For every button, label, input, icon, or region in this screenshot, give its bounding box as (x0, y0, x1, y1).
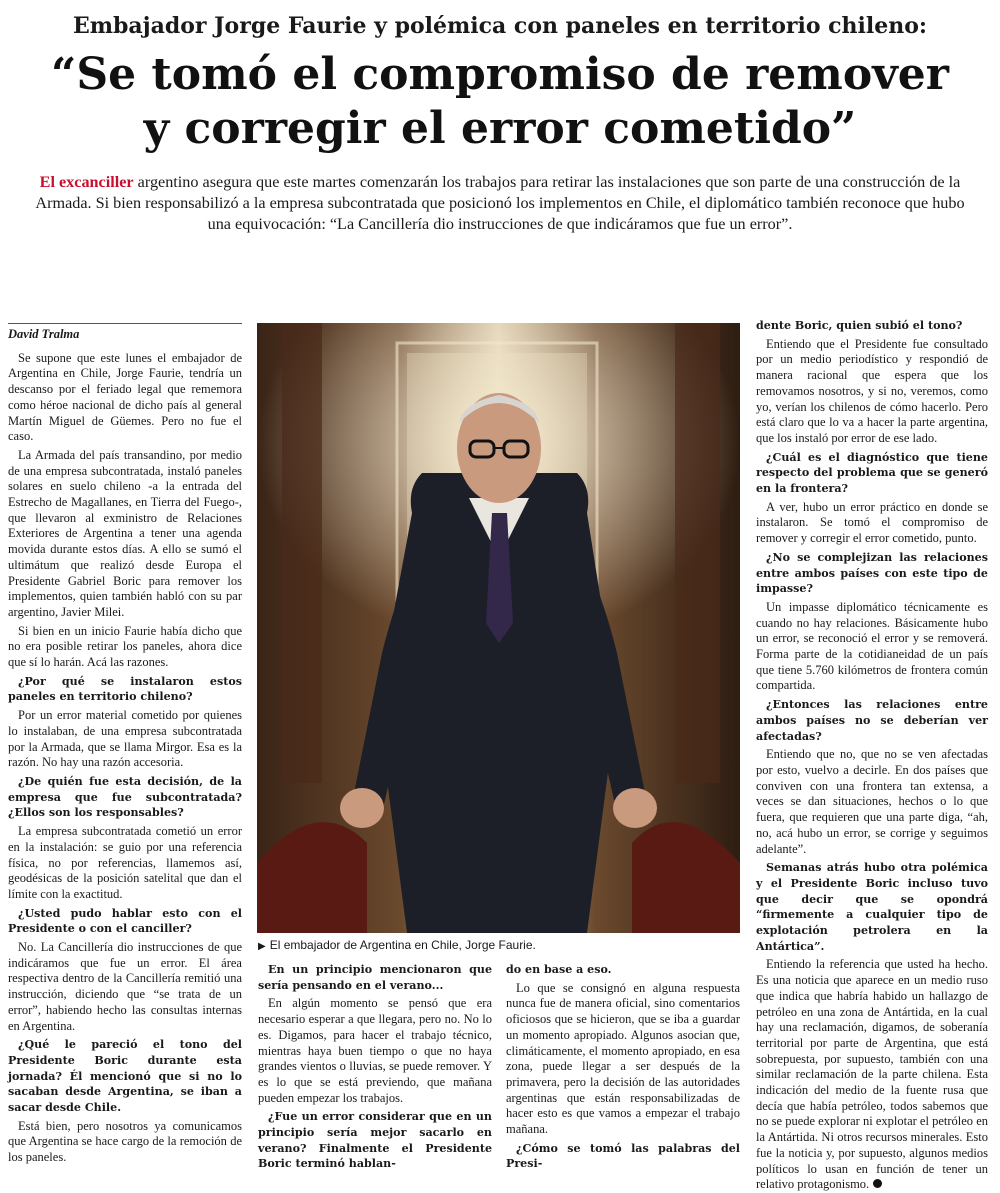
paragraph-text: No. La Cancillería dio instrucciones de que indicáramos que fue un error. El área respectiva dentro de la Cancillería remitió una instrucción, diciendo que “se trata de un error”, habiendo hecho las consultas internas en Argentina. (8, 940, 242, 1033)
lead-text: argentino asegura que este martes comenzarán los trabajos para retirar las instalaciones que son parte de una construcción de la Armada. Si bien responsabilizó a la empresa subcontratada que posicionó los implementos en Chile, el diplomático también reconoce que hubo una equivocación: “La Cancillería dio instrucciones de que indicáramos que fue un error”. (35, 173, 965, 233)
body-paragraph (756, 600, 988, 694)
interview-question (8, 1037, 242, 1116)
question-text: dente Boric, quien subió el tono? (756, 319, 963, 332)
question-text: ¿Usted pudo hablar esto con el Presidente o con el canciller? (8, 906, 242, 936)
paragraph-text: En algún momento se pensó que era necesario esperar a que llegara, pero no. No lo es. Digamos, para hacer el trabajo técnico, mientras haya buen tiempo o que no haya grandes vientos o lluvias, se puede remover. Y es lo que se está previendo, que mañana pueden empezar los trabajos. (258, 996, 492, 1105)
paragraph-text: Entiendo que no, que no se ven afectadas por esto, vuelvo a decirle. En dos países que conviven con una frontera tan extensa, a veces se dan situaciones, hechos o lo que fuera, que requieren que una parte diga, “ah, no, acá hubo un error, se corrige y seguimos adelante”. (756, 747, 988, 856)
body-paragraph (8, 351, 242, 445)
interview-question (756, 860, 988, 954)
question-text: Semanas atrás hubo otra polémica y el Presidente Boric incluso tuvo que decir que se opondrá “firmemente a cualquier tipo de explotación petrolera en la Antártica”. (756, 861, 988, 953)
interview-question (756, 318, 988, 334)
question-text: do en base a eso. (506, 963, 612, 976)
paragraph-text: A ver, hubo un error práctico en donde se instalaron. Se tomó el compromiso de remover y corregir el error cometido, punto. (756, 499, 988, 546)
headline-line-2: y corregir el error cometido” (143, 103, 857, 154)
interview-question (8, 774, 242, 821)
paragraph-text: La empresa subcontratada cometió un error en la instalación: se guio por una referencia física, no por referencias, llamemos así, geodésicas de la posición satelital que dan el límite con la exactitud. (8, 824, 242, 901)
body-paragraph (506, 981, 740, 1138)
caption-text: El embajador de Argentina en Chile, Jorge Faurie. (269, 938, 536, 952)
paragraph-text: Entiendo la referencia que usted ha hecho. Es una noticia que aparece en un medio ruso que indica que habría habido un hallazgo de petróleo en una zona de Antártida, en la cual hay una reclamación, digamos, de soberanía territorial por parte de Argentina, que está sobrepuesta, por supuesto, también con una similar reclamación de la parte chilena. Esta indicación del medio de la fuente rusa que decía que había petróleo, todos sabemos que no se puede explorar ni explotar el petróleo en la Antártida. Ni otros recursos minerales. Esto fue la noticia y, por supuesto, algunos medios políticos lo usan en función de tener un relativo protagonismo. (756, 957, 988, 1192)
body-paragraph (756, 337, 988, 447)
body-paragraph (756, 957, 988, 1193)
paragraph-text: La Armada del país transandino, por medio de una empresa subcontratada, instaló paneles solares en suelo chileno -a la entrada del Estrecho de Magallanes, en Tierra del Fuego-, que llevaron al exministro de Relaciones Exteriores de Argentina a tener una agenda movida durante estos días. A ello se sumó el ultimátum que realizó desde Europa el Presidente Gabriel Boric para remover los implementos, quien también habló con su par argentino, Javier Milei. (8, 447, 242, 619)
question-text: En un principio mencionaron que sería pensando en el verano... (258, 963, 492, 992)
body-paragraph (8, 708, 242, 771)
interview-question (756, 697, 988, 744)
article-headline (0, 48, 1000, 156)
question-text: ¿Fue un error considerar que en un principio sería mejor sacarlo en verano? Finalmente el Presidente Boric terminó hablan- (258, 1110, 492, 1171)
body-paragraph (8, 940, 242, 1034)
question-text: ¿Entonces las relaciones entre ambos países no se deberían ver afectadas? (756, 698, 988, 743)
portrait-photo (257, 323, 740, 933)
byline: David Tralma (8, 323, 242, 343)
headline-line-1: “Se tomó el compromiso de remover (51, 49, 949, 100)
article-lead (30, 172, 970, 235)
article-column-2 (258, 962, 492, 1172)
article-kicker: Embajador Jorge Faurie y polémica con paneles en territorio chileno: (72, 13, 928, 39)
interview-question (258, 962, 492, 993)
interview-question (756, 450, 988, 497)
interview-question (8, 906, 242, 937)
question-text: ¿No se complejizan las relaciones entre ambos países con este tipo de impasse? (756, 550, 988, 596)
paragraph-text: Lo que se consignó en alguna respuesta nunca fue de manera oficial, sino comentarios oficiosos que se hicieron, que se iba a guardar un momento apropiado. Algunos asocian que, climáticamente, el momento apropiado, en esa zona, puede llegar a ser después de la primavera, pero la decisión de las autoridades argentinas que están responsabilizadas de hacer esto es que vamos a empezar el trabajo mañana. (506, 980, 740, 1137)
paragraph-text: Se supone que este lunes el embajador de Argentina en Chile, Jorge Faurie, tendría un descanso por el feriado legal que rememora como héroe nacional de dicho país al general Martín Miguel de Güemes. Pero no fue el caso. (8, 350, 242, 444)
body-paragraph (8, 448, 242, 621)
interview-question (756, 550, 988, 597)
body-paragraph (8, 824, 242, 903)
question-text: ¿Por qué se instalaron estos paneles en territorio chileno? (8, 674, 242, 704)
caption-arrow-icon: ▶ (258, 941, 266, 952)
article-column-3 (506, 962, 740, 1172)
paragraph-text: Si bien en un inicio Faurie había dicho que no era posible retirar los paneles, ahora dice que sí lo harán. Acá las razones. (8, 623, 242, 670)
end-mark-icon (873, 1179, 882, 1188)
question-text: ¿Cómo se tomó las palabras del Presi- (506, 1141, 740, 1171)
interview-question (8, 674, 242, 705)
interview-question (258, 1109, 492, 1172)
body-paragraph (756, 747, 988, 857)
body-paragraph (258, 996, 492, 1106)
body-paragraph (8, 624, 242, 671)
question-text: ¿Qué le pareció el tono del Presidente Boric durante esta jornada? Él mencionó que si no lo sacaban desde Argentina, se iban a sacar desde Chile. (8, 1038, 242, 1115)
question-text: ¿Cuál es el diagnóstico que tiene respecto del problema que se generó en la frontera? (756, 450, 988, 496)
paragraph-text: Por un error material cometido por quienes lo instalaban, de una empresa subcontratada por la Armada, que se llama Mirgor. Esa es la razón. No hay una razón accesoria. (8, 708, 242, 770)
paragraph-text: Un impasse diplomático técnicamente es cuando no hay relaciones. Básicamente hubo un error, se reconoció el error y se removerá. Forma parte de la cotidianeidad de un país que tiene 5.760 kilómetros de frontera común compartida. (756, 599, 988, 693)
photo-caption (258, 937, 740, 955)
question-text: ¿De quién fue esta decisión, de la empresa que fue subcontratada? ¿Ellos son los responsables? (8, 774, 242, 820)
interview-question (506, 1141, 740, 1172)
interview-question (506, 962, 740, 978)
article-column-1 (8, 323, 242, 1163)
body-paragraph (756, 500, 988, 547)
lead-highlight: El excanciller (39, 173, 134, 191)
paragraph-text: Entiendo que el Presidente fue consultado por un medio periodístico y respondió de manera racional que espera que los removamos nosotros, y si no, veremos, como yo, verían los chilenos de cómo hacerlo. Pero está claro que lo va a hacer la parte argentina, que los instaló por error de ese lado. (756, 336, 988, 445)
paragraph-text: Está bien, pero nosotros ya comunicamos que Argentina se hace cargo de la remoción de los paneles. (8, 1118, 242, 1165)
body-paragraph (8, 1119, 242, 1166)
article-column-4 (756, 318, 988, 1192)
